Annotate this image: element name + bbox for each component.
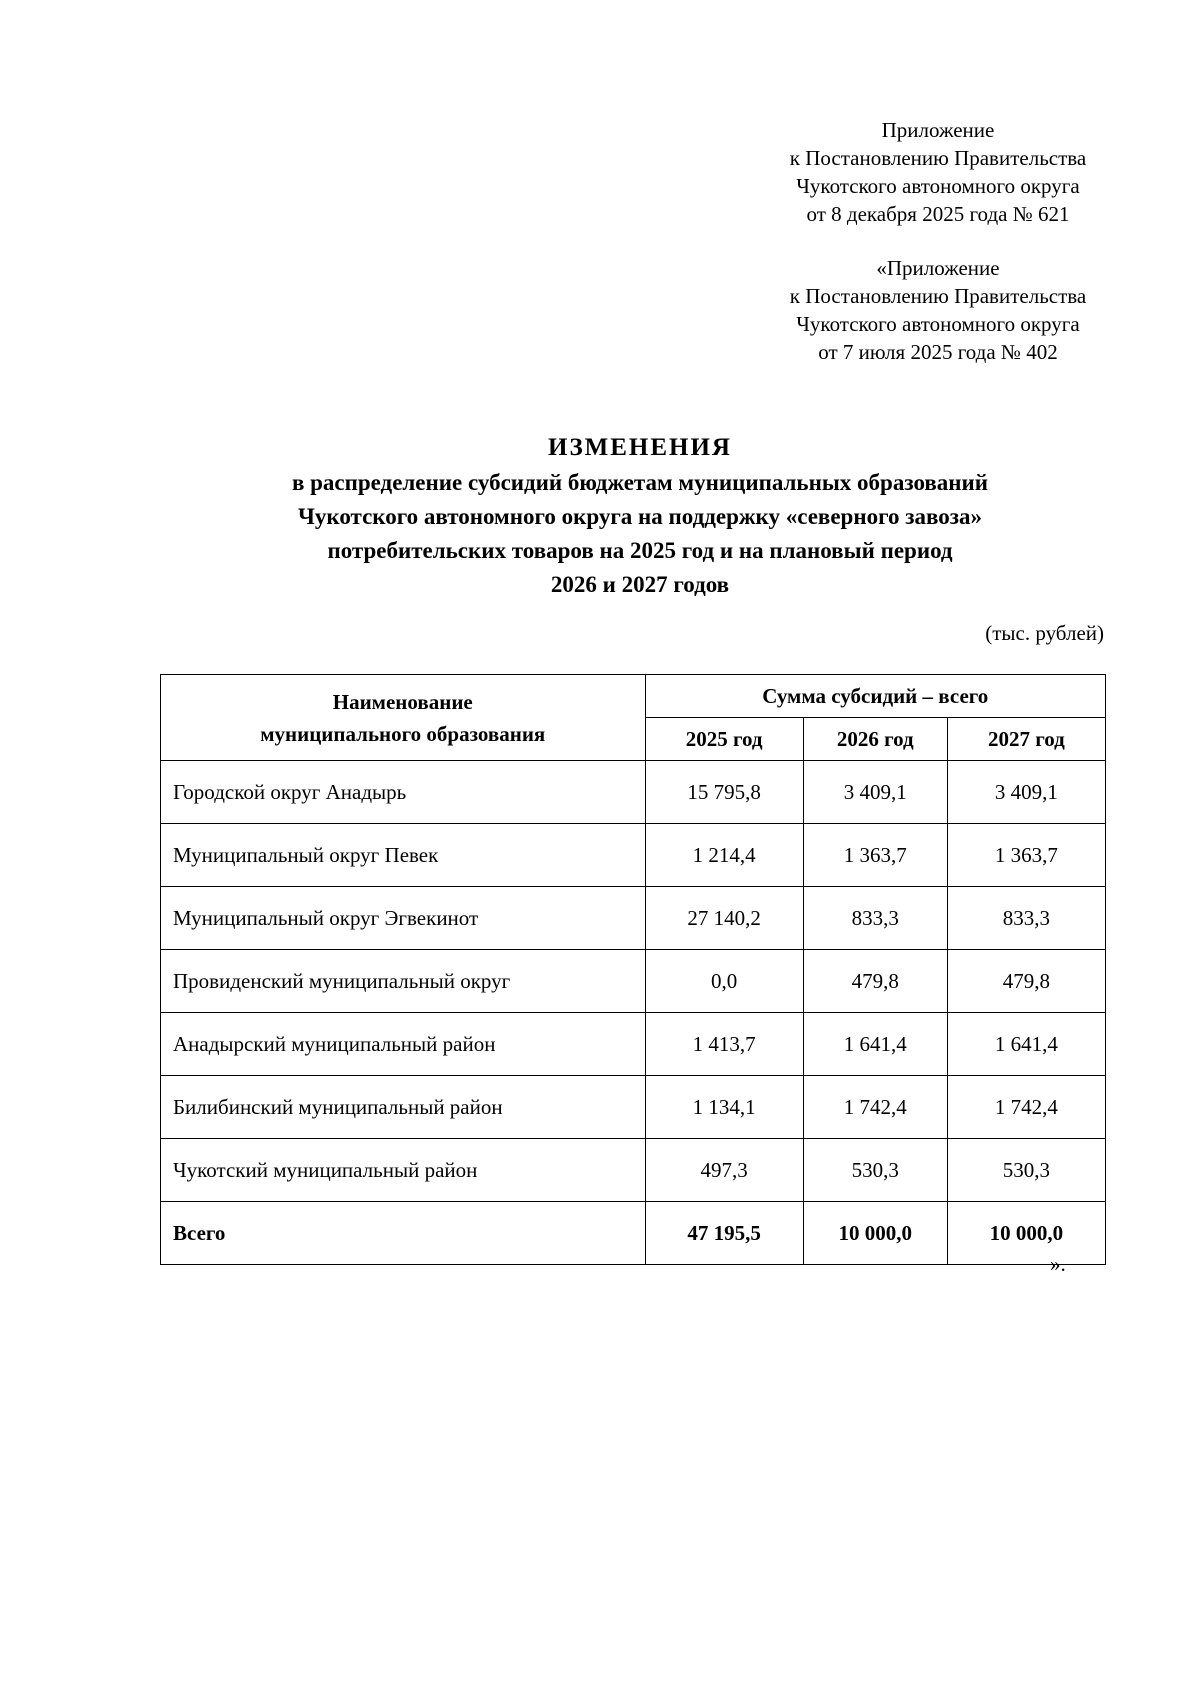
row-name: Городской округ Анадырь bbox=[161, 761, 646, 824]
total-value-2027: 10 000,0 bbox=[947, 1202, 1105, 1265]
appendix-header-current bbox=[748, 116, 1128, 228]
table-row bbox=[161, 1076, 1106, 1139]
row-name: Муниципальный округ Эгвекинот bbox=[161, 887, 646, 950]
appendix-line: Приложение bbox=[881, 118, 995, 142]
table-row bbox=[161, 761, 1106, 824]
row-value-2026: 1 363,7 bbox=[803, 824, 947, 887]
row-name: Муниципальный округ Певек bbox=[161, 824, 646, 887]
table-row bbox=[161, 1139, 1106, 1202]
closing-quote: ». bbox=[1050, 1252, 1066, 1276]
title-line: потребительских товаров на 2025 год и на плановый период bbox=[327, 538, 953, 563]
row-value-2025: 0,0 bbox=[645, 950, 803, 1013]
row-value-2026: 3 409,1 bbox=[803, 761, 947, 824]
row-value-2027: 1 641,4 bbox=[947, 1013, 1105, 1076]
row-name: Провиденский муниципальный округ bbox=[161, 950, 646, 1013]
row-name: Чукотский муниципальный район bbox=[161, 1139, 646, 1202]
row-value-2027: 1 742,4 bbox=[947, 1076, 1105, 1139]
row-value-2027: 833,3 bbox=[947, 887, 1105, 950]
table-row bbox=[161, 887, 1106, 950]
row-value-2026: 833,3 bbox=[803, 887, 947, 950]
total-name: Всего bbox=[161, 1202, 646, 1265]
appendix-line: от 7 июля 2025 года № 402 bbox=[818, 340, 1058, 364]
header-name-line: муниципального образования bbox=[260, 721, 546, 746]
row-value-2026: 479,8 bbox=[803, 950, 947, 1013]
row-value-2025: 497,3 bbox=[645, 1139, 803, 1202]
row-value-2027: 479,8 bbox=[947, 950, 1105, 1013]
table-header-row bbox=[161, 675, 1106, 718]
table-total-row bbox=[161, 1202, 1106, 1265]
row-value-2026: 1 641,4 bbox=[803, 1013, 947, 1076]
row-value-2025: 15 795,8 bbox=[645, 761, 803, 824]
header-year-2025: 2025 год bbox=[645, 718, 803, 761]
row-name: Билибинский муниципальный район bbox=[161, 1076, 646, 1139]
table-row bbox=[161, 824, 1106, 887]
header-year-2026: 2026 год bbox=[803, 718, 947, 761]
subsidies-table bbox=[160, 674, 1106, 1265]
row-value-2026: 1 742,4 bbox=[803, 1076, 947, 1139]
title-line: в распределение субсидий бюджетам муниципальных образований bbox=[291, 470, 989, 495]
row-value-2027: 3 409,1 bbox=[947, 761, 1105, 824]
title-main: ИЗМЕНЕНИЯ bbox=[548, 434, 732, 461]
header-name-line: Наименование bbox=[332, 689, 473, 714]
title-line: 2026 и 2027 годов bbox=[550, 572, 730, 597]
row-value-2025: 1 214,4 bbox=[645, 824, 803, 887]
document-title bbox=[160, 430, 1120, 602]
header-sum-total: Сумма субсидий – всего bbox=[645, 675, 1106, 718]
appendix-line: к Постановлению Правительства bbox=[789, 146, 1087, 170]
title-line: Чукотского автономного округа на поддержку «северного завоза» bbox=[298, 504, 982, 529]
appendix-line: от 8 декабря 2025 года № 621 bbox=[806, 202, 1070, 226]
table-row bbox=[161, 1013, 1106, 1076]
appendix-header-previous bbox=[748, 254, 1128, 366]
total-value-2025: 47 195,5 bbox=[645, 1202, 803, 1265]
total-value-2026: 10 000,0 bbox=[803, 1202, 947, 1265]
row-name: Анадырский муниципальный район bbox=[161, 1013, 646, 1076]
appendix-line: Чукотского автономного округа bbox=[796, 174, 1080, 198]
header-year-2027: 2027 год bbox=[947, 718, 1105, 761]
appendix-line: Чукотского автономного округа bbox=[796, 312, 1080, 336]
appendix-line: «Приложение bbox=[876, 256, 1000, 280]
table-row bbox=[161, 950, 1106, 1013]
row-value-2025: 1 413,7 bbox=[645, 1013, 803, 1076]
units-label: (тыс. рублей) bbox=[985, 621, 1104, 645]
appendix-line: к Постановлению Правительства bbox=[789, 284, 1087, 308]
row-value-2025: 27 140,2 bbox=[645, 887, 803, 950]
row-value-2025: 1 134,1 bbox=[645, 1076, 803, 1139]
row-value-2027: 530,3 bbox=[947, 1139, 1105, 1202]
header-name bbox=[161, 675, 646, 761]
row-value-2027: 1 363,7 bbox=[947, 824, 1105, 887]
row-value-2026: 530,3 bbox=[803, 1139, 947, 1202]
